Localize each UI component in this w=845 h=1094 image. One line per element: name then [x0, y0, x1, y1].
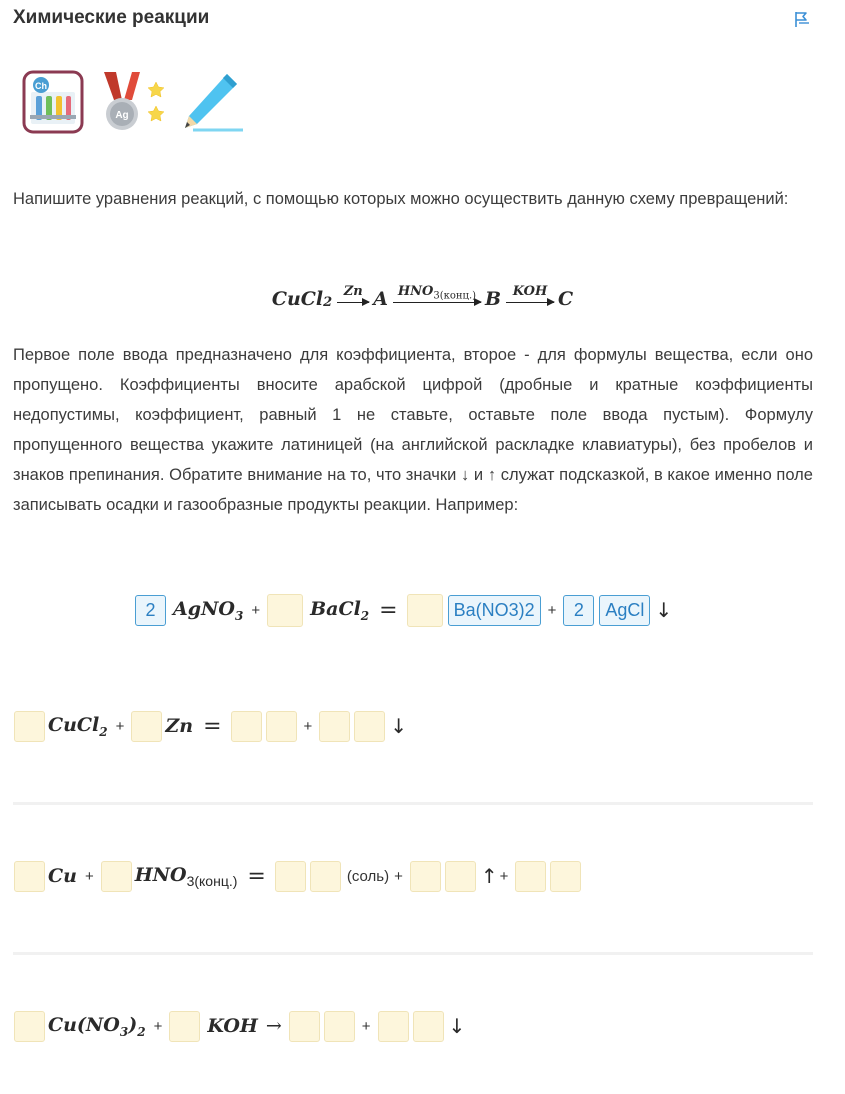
eq3-reactant-1: $Cu(NO_3)_2$: [48, 1013, 146, 1039]
task-instructions: Первое поле ввода предназначено для коэффициента, второе - для формулы вещества, если оно пропущено. Коэффициенты вносите арабской цифрой (дробные и кратные коэффициенты недопустимы, коэффициент, равный 1 не ставьте, оставьте поле ввода пустым). Формулу пропущенного вещества укажите латиницей (на английской раскладке клавиатуры), без пробелов и знаков препинания. Обратите внимание на то, что значки ↓ и ↑ служат подсказкой, в какое именно поле записывать осадки и газообразные продукты реакции. Например:: [13, 346, 813, 514]
eq2-coef-4-input[interactable]: [410, 861, 441, 892]
example-formula-input: AgCl: [599, 595, 650, 626]
eq3-coef-2-input[interactable]: [169, 1011, 200, 1042]
plus-sign: +: [394, 867, 403, 885]
precipitate-arrow: ↓: [448, 1014, 466, 1038]
eq1-formula-4-input[interactable]: [354, 711, 385, 742]
plus-sign: +: [153, 1017, 163, 1035]
scheme-arrow-1: Zn: [337, 302, 369, 311]
eq1-formula-3-input[interactable]: [266, 711, 297, 742]
plus-sign: +: [115, 717, 125, 735]
plus-sign: +: [499, 867, 509, 885]
scheme-arrow-2: $HNO_{3(конц.)}$: [393, 302, 481, 311]
eq2-coef-5-input[interactable]: [515, 861, 546, 892]
eq1-reactant-2: Zn: [165, 715, 194, 737]
eq2-coef-1-input[interactable]: [14, 861, 45, 892]
eq1-coef-1-input[interactable]: [14, 711, 45, 742]
example-reactant-1: AgNO$_3$: [173, 597, 244, 623]
eq1-coef-4-input[interactable]: [319, 711, 350, 742]
eq2-formula-3-input[interactable]: [310, 861, 341, 892]
equals-sign: =: [203, 713, 222, 739]
example-formula-input: Ba(NO3)2: [448, 595, 541, 626]
scheme-start: CuCl 2: [271, 288, 333, 310]
svg-text:Ag: Ag: [115, 110, 129, 121]
scheme-product-b: B: [484, 288, 501, 310]
eq1-coef-2-input[interactable]: [131, 711, 162, 742]
example-coef-input-empty: [407, 594, 443, 627]
example-equation: [134, 592, 672, 628]
equation-2: [13, 858, 582, 894]
equals-sign: =: [379, 597, 398, 623]
scheme-arrow-3: KOH: [506, 302, 554, 311]
eq2-coef-2-input[interactable]: [101, 861, 132, 892]
example-coef-input: 2: [563, 595, 594, 626]
reaction-arrow: →: [265, 1015, 282, 1037]
scheme-product-a: A: [373, 288, 388, 310]
precipitate-arrow: ↓: [655, 598, 673, 622]
example-reactant-2: BaCl$_2$: [310, 597, 370, 623]
eq3-formula-4-input[interactable]: [413, 1011, 444, 1042]
plus-sign: +: [303, 717, 313, 735]
chemistry-flask-icon: [22, 70, 84, 134]
eq3-coef-3-input[interactable]: [289, 1011, 320, 1042]
plus-sign: +: [361, 1017, 371, 1035]
scheme-product-c: C: [558, 288, 574, 310]
example-coef-input: 2: [135, 595, 166, 626]
silver-medal-icon: [98, 70, 168, 134]
example-coef-input-empty: [267, 594, 303, 627]
pencil-icon: [177, 70, 247, 134]
equation-3: [13, 1008, 465, 1044]
eq2-coef-3-input[interactable]: [275, 861, 306, 892]
eq2-formula-5-input[interactable]: [550, 861, 581, 892]
svg-text:Ch: Ch: [35, 81, 47, 91]
eq3-coef-1-input[interactable]: [14, 1011, 45, 1042]
plus-sign: +: [84, 867, 94, 885]
plus-sign: +: [547, 601, 557, 619]
precipitate-arrow: ↓: [390, 714, 408, 738]
divider: [13, 802, 813, 805]
eq1-reactant-1: CuCl$_2$: [48, 713, 108, 739]
eq3-coef-4-input[interactable]: [378, 1011, 409, 1042]
salt-label: (соль): [346, 867, 390, 885]
eq1-coef-3-input[interactable]: [231, 711, 262, 742]
eq3-reactant-2: KOH: [207, 1015, 258, 1037]
eq2-formula-4-input[interactable]: [445, 861, 476, 892]
eq2-reactant-1: Cu: [48, 865, 77, 887]
page-title: Химические реакции: [13, 7, 210, 28]
equals-sign: =: [247, 863, 266, 889]
flag-icon[interactable]: [793, 10, 811, 28]
eq2-reactant-2: $HNO_{3(конц.)}$: [134, 863, 238, 889]
transformation-scheme: [0, 270, 845, 310]
task-intro: Напишите уравнения реакций, с помощью которых можно осуществить данную схему превращений:: [13, 190, 789, 208]
gas-arrow: ↑: [480, 864, 498, 888]
equation-1: [13, 708, 407, 744]
divider: [13, 952, 813, 955]
plus-sign: +: [251, 601, 261, 619]
eq3-formula-3-input[interactable]: [324, 1011, 355, 1042]
